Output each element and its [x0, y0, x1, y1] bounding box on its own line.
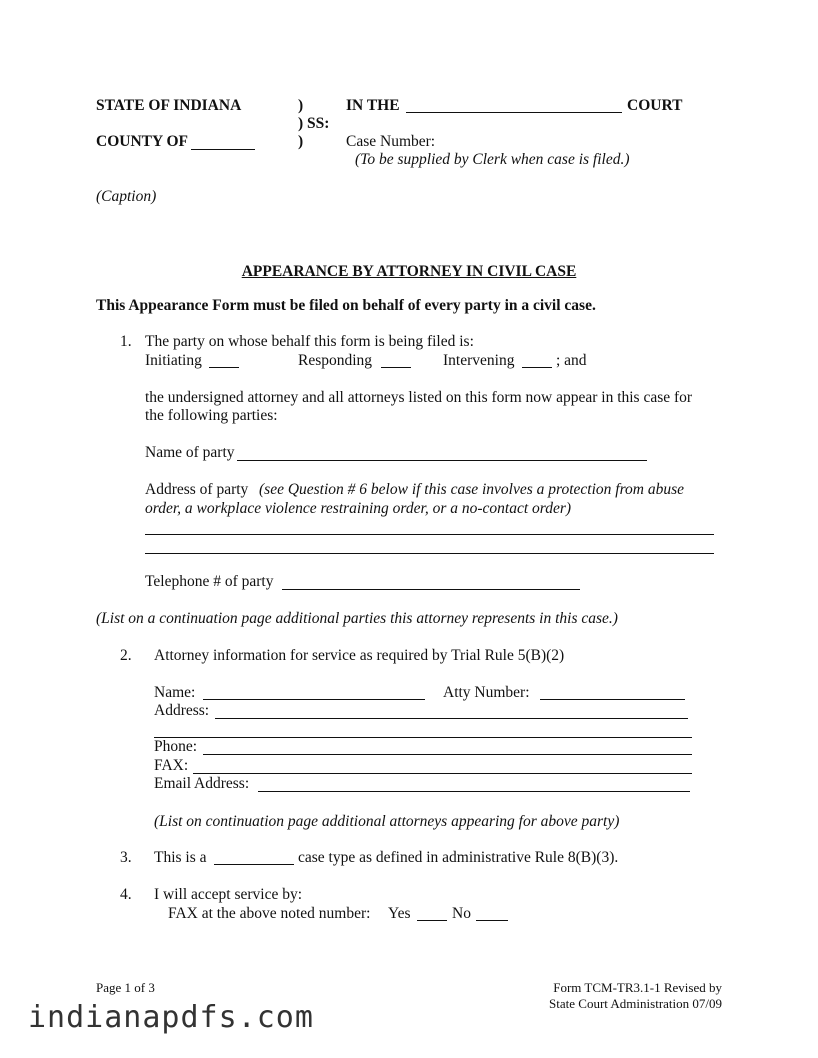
case-type-field[interactable] — [214, 864, 294, 865]
party-name-label: Name of party — [145, 444, 235, 461]
q4-text: I will accept service by: — [154, 886, 303, 903]
intervening-field[interactable] — [522, 367, 552, 368]
atty-address-field-1[interactable] — [215, 718, 688, 719]
atty-email-field[interactable] — [258, 791, 690, 792]
q4-number: 4. — [120, 886, 132, 903]
q3-prefix: This is a — [154, 849, 207, 866]
atty-phone-field[interactable] — [203, 754, 692, 755]
form-id-line1: Form TCM-TR3.1-1 Revised by — [553, 980, 722, 995]
clerk-note: (To be supplied by Clerk when case is filed.) — [355, 151, 630, 168]
caption-label: (Caption) — [96, 188, 157, 205]
atty-number-label: Atty Number: — [443, 684, 530, 701]
continuation-note: (List on a continuation page additional parties this attorney represents in this case.) — [96, 610, 618, 627]
case-number-label: Case Number: — [346, 133, 436, 150]
responding-label: Responding — [298, 352, 373, 369]
atty-number-field[interactable] — [540, 699, 685, 700]
q2-text: Attorney information for service as required by Trial Rule 5(B)(2) — [154, 647, 565, 664]
intro-text: This Appearance Form must be filed on behalf of every party in a civil case. — [96, 297, 596, 314]
court-name-field[interactable] — [406, 112, 622, 113]
county-field[interactable] — [191, 149, 255, 150]
paren-3: ) — [298, 133, 304, 150]
atty-email-label: Email Address: — [154, 775, 250, 792]
page-number: Page 1 of 3 — [96, 980, 155, 995]
atty-name-label: Name: — [154, 684, 196, 701]
atty-address-field-2[interactable] — [154, 737, 692, 738]
court-label: COURT — [627, 97, 683, 114]
initiating-field[interactable] — [209, 367, 239, 368]
initiating-label: Initiating — [145, 352, 202, 369]
responding-field[interactable] — [381, 367, 411, 368]
fax-no-label: No — [452, 905, 471, 922]
q2-number: 2. — [120, 647, 132, 664]
watermark: indianapdfs.com — [28, 1000, 314, 1035]
q3-suffix: case type as defined in administrative Rule 8(B)(3). — [298, 849, 619, 866]
intervening-label: Intervening — [443, 352, 515, 369]
form-id-line2: State Court Administration 07/09 — [549, 996, 722, 1011]
atty-fax-label: FAX: — [154, 757, 189, 774]
party-address-note-2: order, a workplace violence restraining order, or a no-contact order) — [145, 500, 572, 517]
party-address-label: Address of party — [145, 481, 249, 498]
atty-name-field[interactable] — [203, 699, 425, 700]
atty-fax-field[interactable] — [193, 773, 692, 774]
q3-number: 3. — [120, 849, 132, 866]
county-label: COUNTY OF — [96, 133, 188, 150]
q1-text: The party on whose behalf this form is being filed is: — [145, 333, 474, 350]
party-phone-field[interactable] — [282, 589, 580, 590]
paren-1: ) — [298, 97, 304, 114]
and-label: ; and — [556, 352, 587, 369]
fax-service-label: FAX at the above noted number: — [168, 905, 371, 922]
fax-yes-label: Yes — [388, 905, 411, 922]
party-name-field[interactable] — [237, 460, 647, 461]
q1-number: 1. — [120, 333, 132, 350]
party-phone-label: Telephone # of party — [145, 573, 274, 590]
atty-phone-label: Phone: — [154, 738, 198, 755]
appear-text-line1: the undersigned attorney and all attorneys listed on this form now appear in this case for — [145, 389, 693, 406]
party-address-field-1[interactable] — [145, 534, 714, 535]
atty-address-label: Address: — [154, 702, 210, 719]
fax-no-field[interactable] — [476, 920, 508, 921]
state-label: STATE OF INDIANA — [96, 97, 242, 114]
party-address-field-2[interactable] — [145, 553, 714, 554]
additional-attorneys-note: (List on continuation page additional attorneys appearing for above party) — [154, 813, 620, 830]
fax-yes-field[interactable] — [417, 920, 447, 921]
form-title: APPEARANCE BY ATTORNEY IN CIVIL CASE — [241, 263, 577, 280]
in-the-label: IN THE — [346, 97, 400, 114]
party-address-note-1: (see Question # 6 below if this case involves a protection from abuse — [259, 481, 685, 498]
ss-label: ) SS: — [298, 115, 330, 132]
appear-text-line2: the following parties: — [145, 407, 278, 424]
